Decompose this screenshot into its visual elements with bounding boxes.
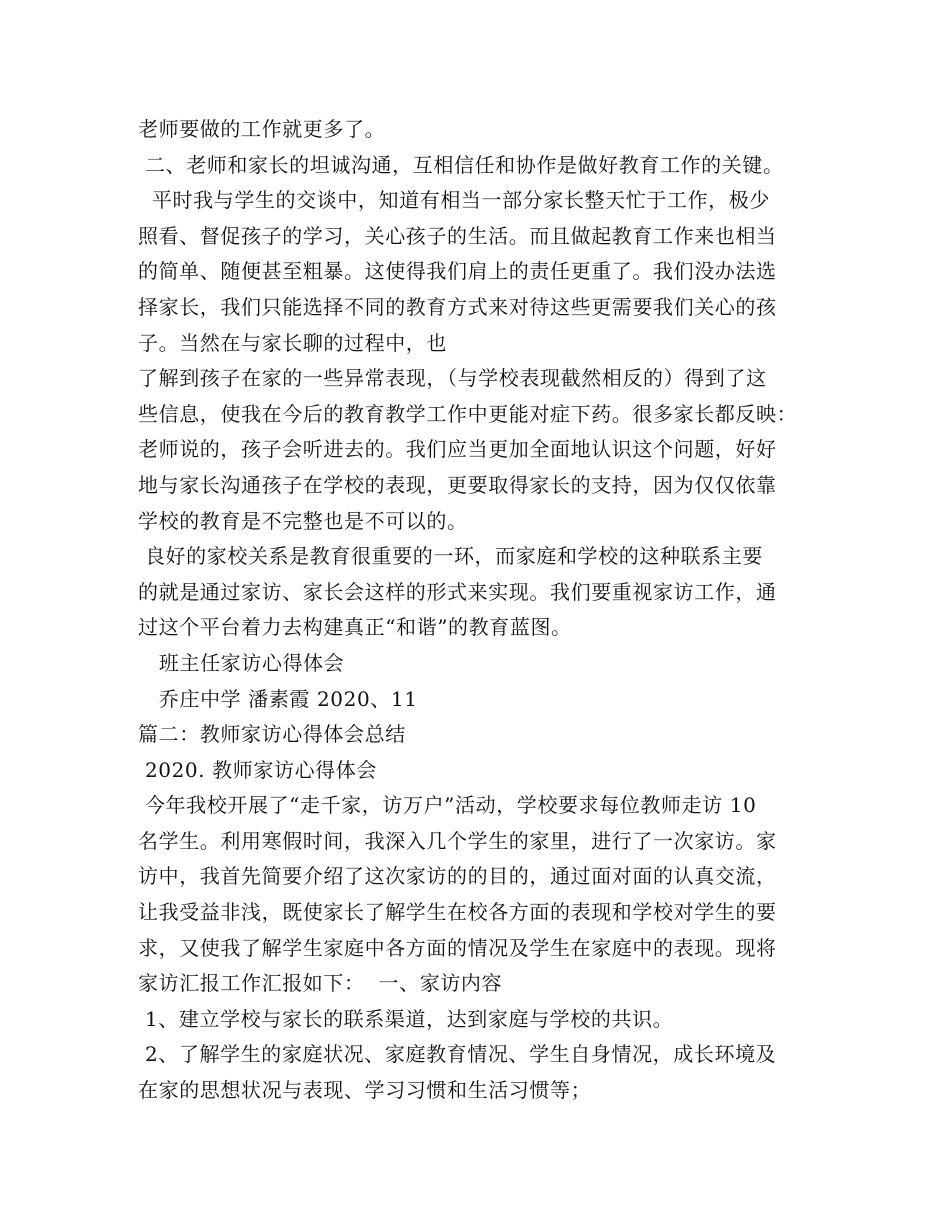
text-line: 地与家长沟通孩子在学校的表现，更要取得家长的支持，因为仅仅依靠 [138, 472, 777, 497]
text-line: 家访汇报工作汇报如下： 一、家访内容 [138, 971, 503, 996]
text-line: 过这个平台着力去构建真正“和谐”的教育蓝图。 [138, 615, 572, 640]
text-line: 在家的思想状况与表现、学习习惯和生活习惯等； [138, 1078, 592, 1103]
list-item: 1、建立学校与家长的联系渠道，达到家庭与学校的共识。 [138, 1006, 674, 1031]
text-line: 的就是通过家访、家长会这样的形式来实现。我们要重视家访工作，通 [138, 579, 777, 604]
list-item: 2、了解学生的家庭状况、家庭教育情况、学生自身情况，成长环境及 [138, 1042, 777, 1067]
text-line: 些信息，使我在今后的教育教学工作中更能对症下药。很多家长都反映： [138, 401, 798, 426]
text-line: 子。当然在与家长聊的过程中，也 [138, 330, 447, 355]
text-line: 平时我与学生的交谈中，知道有相当一部分家长整天忙于工作，极少 [138, 188, 770, 213]
text-line: 择家长，我们只能选择不同的教育方式来对待这些更需要我们关心的孩 [138, 294, 777, 319]
section-title: 班主任家访心得体会 [138, 650, 345, 675]
text-line: 照看、督促孩子的学习，关心孩子的生活。而且做起教育工作来也相当 [138, 223, 777, 248]
text-line: 老师要做的工作就更多了。 [138, 117, 386, 141]
chapter-heading: 篇二：教师家访心得体会总结 [138, 722, 406, 747]
text-line: 让我受益非浅，既使家长了解学生在校各方面的表现和学校对学生的要 [138, 900, 777, 925]
document-body [138, 112, 838, 1109]
text-line: 求，又使我了解学生家庭中各方面的情况及学生在家庭中的表现。现将 [138, 935, 777, 960]
text-line: 老师说的，孩子会听进去的。我们应当更加全面地认识这个问题，好好 [138, 437, 777, 462]
text-line: 今年我校开展了“走千家，访万户”活动，学校要求每位教师走访 10 [138, 793, 757, 818]
text-line: 名学生。利用寒假时间，我深入几个学生的家里，进行了一次家访。家 [138, 828, 777, 853]
text-line: 的简单、随便甚至粗暴。这使得我们肩上的责任更重了。我们没办法选 [138, 259, 777, 284]
text-line: 二、老师和家长的坦诚沟通，互相信任和协作是做好教育工作的关键。 [138, 152, 784, 177]
text-line: 学校的教育是不完整也是不可以的。 [138, 508, 468, 533]
text-line: 访中，我首先简要介绍了这次家访的的目的，通过面对面的认真交流， [138, 864, 777, 889]
author-line: 乔庄中学 潘素霞 2020、11 [138, 686, 418, 711]
section-subtitle: 2020. 教师家访心得体会 [138, 757, 377, 782]
text-line: 了解到孩子在家的一些异常表现，（与学校表现截然相反的）得到了这 [138, 366, 767, 391]
text-line: 良好的家校关系是教育很重要的一环，而家庭和学校的这种联系主要 [138, 544, 763, 569]
